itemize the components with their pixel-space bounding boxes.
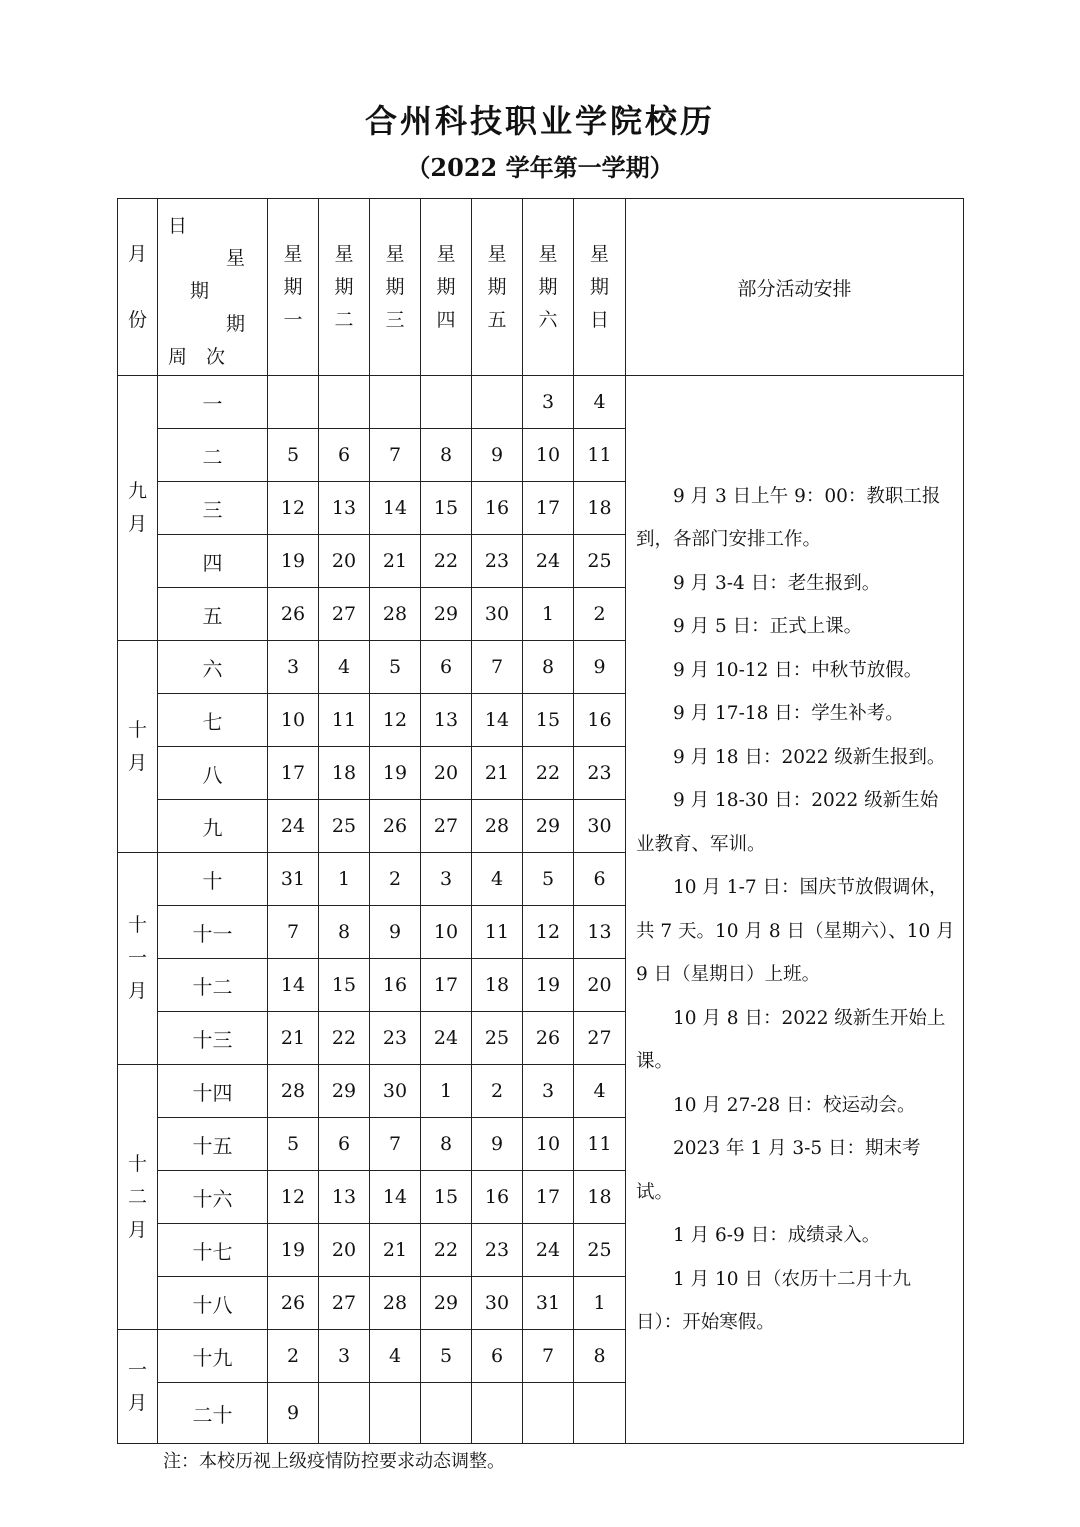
day-header-text: 星 期 四 [436, 242, 456, 331]
day-cell: 6 [421, 641, 472, 694]
day-cell: 5 [370, 641, 421, 694]
day-cell [370, 1383, 421, 1444]
day-cell: 20 [319, 535, 370, 588]
day-cell: 1 [421, 1065, 472, 1118]
day-header-text: 星 期 五 [487, 242, 507, 331]
month-label: 一 月 [127, 1358, 147, 1414]
month-cell [118, 641, 158, 853]
day-cell: 8 [523, 641, 574, 694]
month-label: 十 月 [127, 718, 147, 774]
day-cell [472, 1383, 523, 1444]
day-cell: 29 [319, 1065, 370, 1118]
day-cell: 12 [268, 482, 319, 535]
day-cell: 4 [472, 853, 523, 906]
diag-weekday-label-3: 期 [226, 313, 246, 335]
day-cell: 7 [472, 641, 523, 694]
day-cell: 20 [421, 747, 472, 800]
day-cell: 10 [523, 429, 574, 482]
day-cell: 25 [472, 1012, 523, 1065]
day-cell [421, 1383, 472, 1444]
day-cell: 23 [472, 535, 523, 588]
day-cell [319, 1383, 370, 1444]
day-cell: 12 [370, 694, 421, 747]
day-cell: 29 [523, 800, 574, 853]
day-cell: 27 [319, 1277, 370, 1330]
day-cell: 7 [370, 429, 421, 482]
week-number: 十一 [158, 906, 268, 959]
diag-week-label: 周 次 [168, 346, 226, 368]
week-number: 七 [158, 694, 268, 747]
day-cell: 22 [421, 1224, 472, 1277]
day-cell: 28 [370, 1277, 421, 1330]
day-cell: 8 [319, 906, 370, 959]
day-cell: 3 [523, 376, 574, 429]
month-header [118, 199, 158, 376]
day-cell: 28 [268, 1065, 319, 1118]
day-cell: 19 [268, 1224, 319, 1277]
day-cell: 18 [472, 959, 523, 1012]
day-cell: 30 [472, 1277, 523, 1330]
day-cell: 9 [370, 906, 421, 959]
month-cell [118, 376, 158, 641]
activity-item: 9 月 18 日：2022 级新生报到。 [673, 746, 946, 768]
month-cell [118, 853, 158, 1065]
day-cell: 12 [268, 1171, 319, 1224]
week-number: 十四 [158, 1065, 268, 1118]
day-cell: 11 [574, 1118, 626, 1171]
week-number: 一 [158, 376, 268, 429]
day-cell: 13 [574, 906, 626, 959]
day-cell [472, 376, 523, 429]
day-cell: 29 [421, 588, 472, 641]
day-header-thu [421, 199, 472, 376]
day-cell: 16 [472, 482, 523, 535]
activity-item: 9 月 5 日：正式上课。 [673, 616, 863, 637]
day-cell: 7 [523, 1330, 574, 1383]
day-cell: 4 [319, 641, 370, 694]
day-cell: 25 [574, 535, 626, 588]
week-number: 六 [158, 641, 268, 694]
day-header-fri [472, 199, 523, 376]
day-cell: 24 [523, 535, 574, 588]
month-cell [118, 1330, 158, 1444]
week-number: 十六 [158, 1171, 268, 1224]
day-cell: 6 [319, 429, 370, 482]
month-label: 十 二 月 [127, 1152, 147, 1241]
page-subtitle: （2022 学年第一学期） [406, 153, 674, 182]
day-cell: 31 [268, 853, 319, 906]
day-cell: 1 [523, 588, 574, 641]
calendar-table [117, 198, 964, 1444]
week-number: 二 [158, 429, 268, 482]
day-cell: 11 [319, 694, 370, 747]
day-cell: 19 [268, 535, 319, 588]
activity-item: 10 月 27-28 日：校运动会。 [673, 1094, 916, 1116]
header-row [118, 199, 964, 376]
day-cell: 15 [421, 482, 472, 535]
day-cell: 16 [574, 694, 626, 747]
day-cell: 24 [421, 1012, 472, 1065]
day-header-text: 星 期 一 [283, 242, 303, 331]
day-cell: 20 [574, 959, 626, 1012]
day-cell [370, 376, 421, 429]
day-cell: 31 [523, 1277, 574, 1330]
day-cell: 17 [268, 747, 319, 800]
day-cell: 9 [574, 641, 626, 694]
day-cell: 30 [370, 1065, 421, 1118]
day-cell: 25 [319, 800, 370, 853]
day-cell: 6 [319, 1118, 370, 1171]
day-cell: 21 [472, 747, 523, 800]
day-cell: 30 [472, 588, 523, 641]
day-cell: 22 [319, 1012, 370, 1065]
day-cell: 8 [574, 1330, 626, 1383]
day-header-sat [523, 199, 574, 376]
diag-weekday-label-2: 期 [190, 280, 210, 302]
day-cell: 9 [268, 1383, 319, 1444]
day-cell: 15 [319, 959, 370, 1012]
day-cell: 22 [421, 535, 472, 588]
week-number: 十五 [158, 1118, 268, 1171]
day-cell: 17 [523, 1171, 574, 1224]
day-header-sun [574, 199, 626, 376]
page-title: 合州科技职业学院校历 [364, 102, 715, 140]
month-cell [118, 1065, 158, 1330]
activity-item: 9 月 18-30 日：2022 级新生始业教育、军训。 [636, 790, 939, 855]
day-cell: 21 [370, 535, 421, 588]
day-cell: 7 [370, 1118, 421, 1171]
day-header-text: 星 期 六 [538, 242, 558, 331]
activities-cell [626, 376, 964, 1444]
day-cell: 18 [574, 1171, 626, 1224]
activity-item: 10 月 1-7 日：国庆节放假调休，共 7 天。10 月 8 日（星期六）、10 月 9 日（星期日）上班。 [636, 877, 955, 985]
activities-header: 部分活动安排 [626, 199, 964, 376]
day-cell: 14 [472, 694, 523, 747]
day-cell: 12 [523, 906, 574, 959]
week-number: 九 [158, 800, 268, 853]
day-cell: 19 [370, 747, 421, 800]
day-cell: 26 [523, 1012, 574, 1065]
day-cell: 10 [421, 906, 472, 959]
day-cell: 13 [319, 1171, 370, 1224]
day-cell: 22 [523, 747, 574, 800]
day-cell: 7 [268, 906, 319, 959]
day-cell: 18 [574, 482, 626, 535]
day-cell [268, 376, 319, 429]
day-cell: 24 [523, 1224, 574, 1277]
day-cell [523, 1383, 574, 1444]
day-cell: 28 [472, 800, 523, 853]
day-header-text: 星 期 三 [385, 242, 405, 331]
day-cell: 13 [319, 482, 370, 535]
day-cell: 20 [319, 1224, 370, 1277]
day-cell: 5 [421, 1330, 472, 1383]
day-cell: 26 [370, 800, 421, 853]
day-cell: 16 [472, 1171, 523, 1224]
day-cell: 10 [268, 694, 319, 747]
day-cell: 27 [319, 588, 370, 641]
day-cell: 27 [574, 1012, 626, 1065]
day-cell: 4 [574, 376, 626, 429]
day-cell: 2 [370, 853, 421, 906]
day-header-text: 星 期 二 [334, 242, 354, 331]
activity-item: 1 月 6-9 日：成绩录入。 [673, 1225, 881, 1246]
footnote: 注：本校历视上级疫情防控要求动态调整。 [163, 1451, 505, 1472]
day-cell: 3 [268, 641, 319, 694]
day-cell: 29 [421, 1277, 472, 1330]
month-header-text: 月 份 [127, 242, 147, 331]
week-number: 十八 [158, 1277, 268, 1330]
diag-weekday-label-1: 星 [226, 247, 246, 269]
week-number: 三 [158, 482, 268, 535]
day-cell: 17 [523, 482, 574, 535]
day-cell: 9 [472, 1118, 523, 1171]
day-cell: 5 [523, 853, 574, 906]
day-cell: 3 [523, 1065, 574, 1118]
day-cell: 1 [574, 1277, 626, 1330]
week-number: 十二 [158, 959, 268, 1012]
day-cell: 27 [421, 800, 472, 853]
day-cell: 13 [421, 694, 472, 747]
week-number: 十七 [158, 1224, 268, 1277]
week-number: 十 [158, 853, 268, 906]
day-cell: 8 [421, 429, 472, 482]
day-cell: 19 [523, 959, 574, 1012]
day-cell: 23 [370, 1012, 421, 1065]
day-cell: 14 [370, 482, 421, 535]
month-label: 十 一 月 [127, 914, 147, 1002]
day-cell: 15 [523, 694, 574, 747]
day-cell: 18 [319, 747, 370, 800]
activity-item: 9 月 10-12 日：中秋节放假。 [673, 659, 923, 681]
week-number: 四 [158, 535, 268, 588]
day-cell: 25 [574, 1224, 626, 1277]
day-cell: 2 [472, 1065, 523, 1118]
day-cell: 9 [472, 429, 523, 482]
day-cell [319, 376, 370, 429]
week-number: 二十 [158, 1383, 268, 1444]
day-cell [574, 1383, 626, 1444]
day-cell: 26 [268, 1277, 319, 1330]
day-cell: 23 [574, 747, 626, 800]
day-cell: 14 [370, 1171, 421, 1224]
day-cell: 2 [268, 1330, 319, 1383]
month-label: 九 月 [127, 480, 147, 535]
day-cell: 28 [370, 588, 421, 641]
day-cell: 4 [574, 1065, 626, 1118]
day-cell: 6 [574, 853, 626, 906]
day-cell: 15 [421, 1171, 472, 1224]
activity-item: 9 月 3 日上午 9：00：教职工报到，各部门安排工作。 [636, 485, 941, 550]
day-header-text: 星 期 日 [589, 242, 609, 331]
day-cell: 24 [268, 800, 319, 853]
day-cell: 30 [574, 800, 626, 853]
day-cell: 3 [421, 853, 472, 906]
day-cell: 16 [370, 959, 421, 1012]
day-cell: 8 [421, 1118, 472, 1171]
diag-day-label: 日 [168, 215, 188, 237]
day-cell: 6 [472, 1330, 523, 1383]
day-cell: 21 [370, 1224, 421, 1277]
day-cell: 23 [472, 1224, 523, 1277]
activity-item: 2023 年 1 月 3-5 日：期末考试。 [636, 1138, 921, 1203]
day-header-mon [268, 199, 319, 376]
day-header-tue [319, 199, 370, 376]
day-cell: 1 [319, 853, 370, 906]
day-cell: 3 [319, 1330, 370, 1383]
day-cell: 2 [574, 588, 626, 641]
diagonal-header [158, 199, 268, 376]
day-cell: 11 [472, 906, 523, 959]
activity-item: 1 月 10 日（农历十二月十九日）：开始寒假。 [636, 1268, 911, 1333]
activity-item: 9 月 17-18 日：学生补考。 [673, 703, 904, 724]
activity-item: 10 月 8 日：2022 级新生开始上课。 [636, 1007, 946, 1072]
day-cell: 26 [268, 588, 319, 641]
week-number: 八 [158, 747, 268, 800]
day-cell: 5 [268, 1118, 319, 1171]
day-cell: 11 [574, 429, 626, 482]
week-number: 五 [158, 588, 268, 641]
day-cell: 4 [370, 1330, 421, 1383]
activity-item: 9 月 3-4 日：老生报到。 [673, 572, 881, 594]
day-cell: 10 [523, 1118, 574, 1171]
week-number: 十三 [158, 1012, 268, 1065]
day-header-wed [370, 199, 421, 376]
day-cell [421, 376, 472, 429]
week-row [118, 376, 964, 429]
day-cell: 5 [268, 429, 319, 482]
day-cell: 14 [268, 959, 319, 1012]
day-cell: 21 [268, 1012, 319, 1065]
week-number: 十九 [158, 1330, 268, 1383]
day-cell: 17 [421, 959, 472, 1012]
